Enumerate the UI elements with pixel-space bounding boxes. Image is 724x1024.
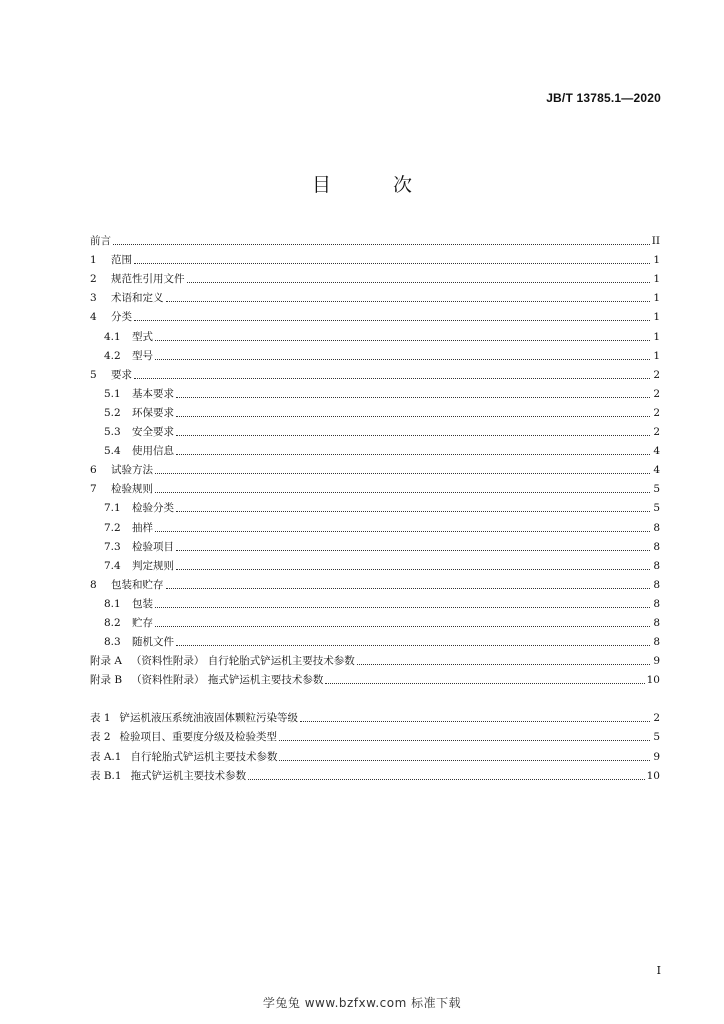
toc-entry-title: 规范性引用文件 [111,273,185,286]
toc-dot-leader [155,340,650,341]
toc-entry-title: 安全要求 [132,426,174,439]
toc-entry[interactable] [90,248,660,267]
toc-entry-title: 前言 [90,235,111,248]
toc-entry-page: 2 [653,387,660,400]
watermark-text: 学兔兔 www.bzfxw.com 标准下载 [262,996,462,1010]
toc-dot-leader [357,664,650,665]
toc-entry-page: 2 [653,406,660,419]
toc-entry-page: 2 [653,368,660,381]
toc-dot-leader [155,626,650,627]
toc-entry-page: 9 [653,655,660,668]
page-title: 目 次 [311,174,441,196]
toc-entry-page: 4 [653,464,660,477]
toc-dot-leader [248,779,645,780]
toc-entry-page: II [651,235,660,248]
toc-entry-page: 8 [653,521,660,534]
toc-entry-number: 附录 B [90,674,123,687]
toc-entry-title: 型号 [132,349,153,362]
toc-entry-number: 4.2 [104,349,121,362]
toc-entry-number: 2 [90,273,97,286]
toc-entry-title: 术语和定义 [111,292,164,305]
toc-dot-leader [113,244,650,245]
toc-entry-page: 1 [653,311,660,324]
toc-entry-title: 随机文件 [132,636,174,649]
toc-entry-number: 5.3 [104,426,121,439]
toc-entry-number: 6 [90,464,97,477]
toc-entry-title: 贮存 [132,616,153,629]
document-number: JB/T 13785.1—2020 [546,91,661,105]
toc-entry-title: （资料性附录） 自行轮胎式铲运机主要技术参数 [130,655,355,668]
toc-entry-number: 3 [90,292,97,305]
toc-entry[interactable] [90,477,660,496]
toc-entry-title: 包装和贮存 [111,578,164,591]
toc-dot-leader [166,588,651,589]
toc-dot-leader [176,435,650,436]
toc-entry-number: 7.1 [104,502,121,515]
toc-entry[interactable] [90,458,660,477]
toc-entry-number: 5.2 [104,406,121,419]
toc-entry-page: 8 [653,616,660,629]
toc-dot-leader [155,473,650,474]
toc-entry[interactable] [90,649,660,668]
toc-entry-title: 型式 [132,330,153,343]
toc-entry-title: 铲运机液压系统油液固体颗粒污染等级 [119,712,299,725]
toc-entry-number: 5.4 [104,445,121,458]
toc-entry[interactable] [90,305,660,324]
toc-dot-leader [176,511,650,512]
toc-entry-number: 4.1 [104,330,121,343]
toc-tables-list [90,706,660,782]
toc-entry-title: 基本要求 [132,387,174,400]
toc-dot-leader [155,607,650,608]
toc-dot-leader [279,760,650,761]
toc-dot-leader [300,721,650,722]
toc-entry-number: 表 2 [90,731,111,744]
toc-entry-page: 5 [653,502,660,515]
toc-entry-number: 5 [90,368,97,381]
table-of-contents [90,229,660,783]
toc-entry-title: 环保要求 [132,406,174,419]
toc-entry-title: 检验项目 [132,540,174,553]
toc-entry-page: 1 [653,330,660,343]
toc-entry-page: 1 [653,349,660,362]
toc-entry[interactable] [90,496,660,515]
toc-entry-page: 9 [653,750,660,763]
toc-entry-number: 8.3 [104,636,121,649]
toc-dot-leader [279,740,650,741]
toc-entry[interactable] [90,363,660,382]
toc-entry-number: 附录 A [90,655,122,668]
toc-entry[interactable] [90,324,660,343]
toc-entry-title: 要求 [111,368,132,381]
toc-entry[interactable] [90,573,660,592]
toc-entry-title: 抽样 [132,521,153,534]
toc-entry-number: 5.1 [104,387,121,400]
toc-entry-page: 8 [653,578,660,591]
toc-entry-number: 7.3 [104,540,121,553]
toc-entry[interactable] [90,344,660,363]
toc-main-list [90,229,660,687]
toc-entry-title: 试验方法 [111,464,153,477]
toc-entry-page: 2 [653,426,660,439]
toc-table-entry[interactable] [90,706,660,725]
toc-entry-title: 拖式铲运机主要技术参数 [130,769,247,782]
toc-entry-title: 使用信息 [132,445,174,458]
toc-entry-page: 5 [653,731,660,744]
toc-dot-leader [134,263,650,264]
toc-entry-page: 10 [646,769,660,782]
toc-entry-number: 表 1 [90,712,111,725]
toc-dot-leader [134,378,650,379]
toc-entry-title: 检验规则 [111,483,153,496]
toc-table-entry[interactable] [90,764,660,783]
toc-entry-title: 分类 [111,311,132,324]
toc-entry-title: 范围 [111,254,132,267]
toc-entry[interactable] [90,229,660,248]
toc-entry-number: 表 B.1 [90,769,122,782]
toc-entry-number: 表 A.1 [90,750,122,763]
toc-dot-leader [176,397,650,398]
toc-entry-page: 8 [653,636,660,649]
toc-dot-leader [155,359,650,360]
toc-dot-leader [176,645,650,646]
toc-entry[interactable] [90,668,660,687]
toc-dot-leader [187,282,651,283]
toc-table-entry[interactable] [90,725,660,744]
toc-dot-leader [176,550,650,551]
page-number: I [656,964,661,977]
toc-entry[interactable] [90,267,660,286]
toc-entry-page: 8 [653,597,660,610]
toc-entry-title: 包装 [132,597,153,610]
toc-entry[interactable] [90,554,660,573]
toc-entry[interactable] [90,515,660,534]
toc-entry-page: 4 [653,445,660,458]
toc-entry[interactable] [90,439,660,458]
toc-entry-number: 8 [90,578,97,591]
toc-entry-number: 4 [90,311,97,324]
toc-dot-leader [134,320,650,321]
toc-dot-leader [176,454,650,455]
toc-entry[interactable] [90,630,660,649]
toc-dot-leader [155,531,650,532]
toc-entry-number: 1 [90,254,97,267]
toc-entry-page: 2 [653,712,660,725]
toc-entry-page: 1 [653,273,660,286]
toc-dot-leader [155,492,650,493]
toc-entry[interactable] [90,611,660,630]
toc-entry[interactable] [90,382,660,401]
toc-entry-page: 8 [653,559,660,572]
toc-table-entry[interactable] [90,744,660,763]
toc-dot-leader [176,569,650,570]
toc-entry-number: 7 [90,483,97,496]
toc-entry-title: （资料性附录） 拖式铲运机主要技术参数 [131,674,324,687]
toc-entry-page: 1 [653,254,660,267]
toc-entry-title: 自行轮胎式铲运机主要技术参数 [130,750,278,763]
toc-entry-number: 7.2 [104,521,121,534]
toc-entry[interactable] [90,592,660,611]
toc-entry-title: 判定规则 [132,559,174,572]
toc-entry[interactable] [90,401,660,420]
toc-entry-title: 检验项目、重要度分级及检验类型 [119,731,278,744]
toc-entry-number: 8.1 [104,597,121,610]
toc-entry-page: 5 [653,483,660,496]
toc-entry-title: 检验分类 [132,502,174,515]
toc-dot-leader [176,416,650,417]
toc-entry[interactable] [90,535,660,554]
toc-entry-page: 8 [653,540,660,553]
toc-entry-page: 10 [646,674,660,687]
toc-entry-number: 8.2 [104,616,121,629]
toc-dot-leader [325,683,644,684]
toc-entry-number: 7.4 [104,559,121,572]
toc-entry[interactable] [90,420,660,439]
toc-entry-page: 1 [653,292,660,305]
toc-entry[interactable] [90,286,660,305]
toc-dot-leader [166,301,651,302]
